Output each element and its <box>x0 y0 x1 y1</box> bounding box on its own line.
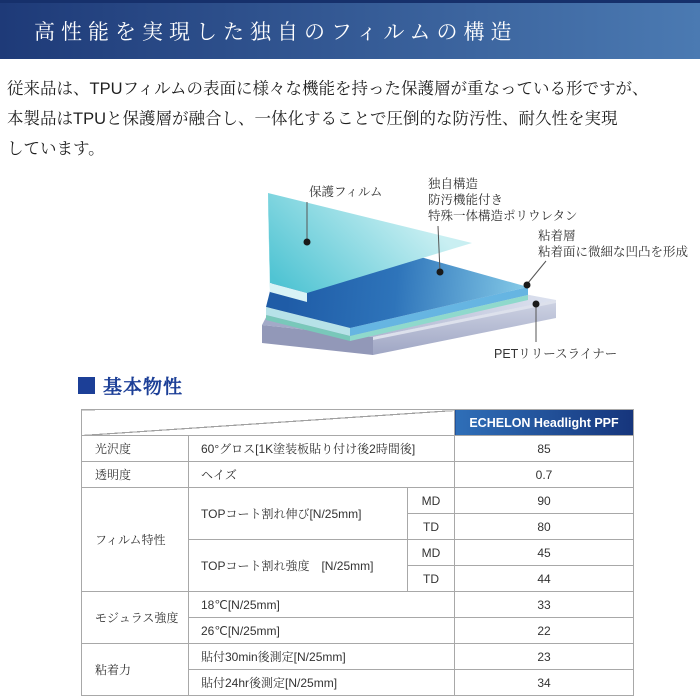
basic-properties-table <box>81 409 634 696</box>
direction-cell: TD <box>408 514 455 540</box>
table-row <box>82 644 634 670</box>
value-cell: 44 <box>455 566 634 592</box>
page-title: 高性能を実現した独自のフィルムの構造 <box>34 20 518 44</box>
label-unique-structure-3: 特殊一体構造ポリウレタン <box>428 209 578 223</box>
intro-line-1: 従来品は、TPUフィルムの表面に様々な機能を持った保護層が重なっている形ですが、 <box>7 80 649 98</box>
header-banner <box>0 0 700 59</box>
table-row <box>82 462 634 488</box>
value-cell: 23 <box>455 644 634 670</box>
value-cell: 85 <box>455 436 634 462</box>
table-corner-cell <box>82 410 455 436</box>
value-cell: 33 <box>455 592 634 618</box>
category-cell: 粘着力 <box>82 644 189 696</box>
category-cell: モジュラス強度 <box>82 592 189 644</box>
label-unique-structure-2: 防汚機能付き <box>428 193 504 207</box>
intro-line-3: しています。 <box>7 140 105 158</box>
label-adhesive-1: 粘着層 <box>538 229 576 243</box>
direction-cell: MD <box>408 540 455 566</box>
table-row <box>82 488 634 514</box>
category-cell: フィルム特性 <box>82 488 189 592</box>
section-title-text: 基本物性 <box>103 377 184 398</box>
label-adhesive-2: 粘着面に微細な凹凸を形成 <box>538 245 689 259</box>
test-cell: 18℃[N/25mm] <box>189 592 455 618</box>
value-cell: 34 <box>455 670 634 696</box>
dot-pet-liner <box>533 301 540 308</box>
table-header-row <box>82 410 634 436</box>
value-cell: 45 <box>455 540 634 566</box>
test-cell: ヘイズ <box>189 462 455 488</box>
test-cell: 貼付24hr後測定[N/25mm] <box>189 670 455 696</box>
value-cell: 90 <box>455 488 634 514</box>
dot-adhesive <box>524 282 531 289</box>
product-column-header: ECHELON Headlight PPF <box>455 410 634 436</box>
direction-cell: TD <box>408 566 455 592</box>
table-row <box>82 592 634 618</box>
leader-line-adhesive <box>528 261 546 283</box>
value-cell: 80 <box>455 514 634 540</box>
label-protective-film: 保護フィルム <box>309 185 383 199</box>
value-cell: 0.7 <box>455 462 634 488</box>
label-unique-structure-1: 独自構造 <box>428 177 479 191</box>
direction-cell: MD <box>408 488 455 514</box>
dot-protective-film <box>304 239 311 246</box>
table-row <box>82 436 634 462</box>
test-cell: 60°グロス[1K塗装板貼り付け後2時間後] <box>189 436 455 462</box>
test-cell: 26℃[N/25mm] <box>189 618 455 644</box>
test-cell: TOPコート割れ強度 [N/25mm] <box>189 540 408 592</box>
intro-line-2: 本製品はTPUと保護層が融合し、一体化することで圧倒的な防汚性、耐久性を実現 <box>7 110 618 128</box>
blue-square-icon <box>78 377 95 394</box>
intro-paragraph <box>7 74 693 164</box>
label-pet-liner: PETリリースライナー <box>494 347 618 361</box>
test-cell: 貼付30min後測定[N/25mm] <box>189 644 455 670</box>
test-cell: TOPコート割れ伸び[N/25mm] <box>189 488 408 540</box>
dot-unique-structure <box>437 269 444 276</box>
value-cell: 22 <box>455 618 634 644</box>
film-structure-diagram <box>0 170 700 375</box>
category-cell: 光沢度 <box>82 436 189 462</box>
section-title <box>78 372 183 399</box>
category-cell: 透明度 <box>82 462 189 488</box>
